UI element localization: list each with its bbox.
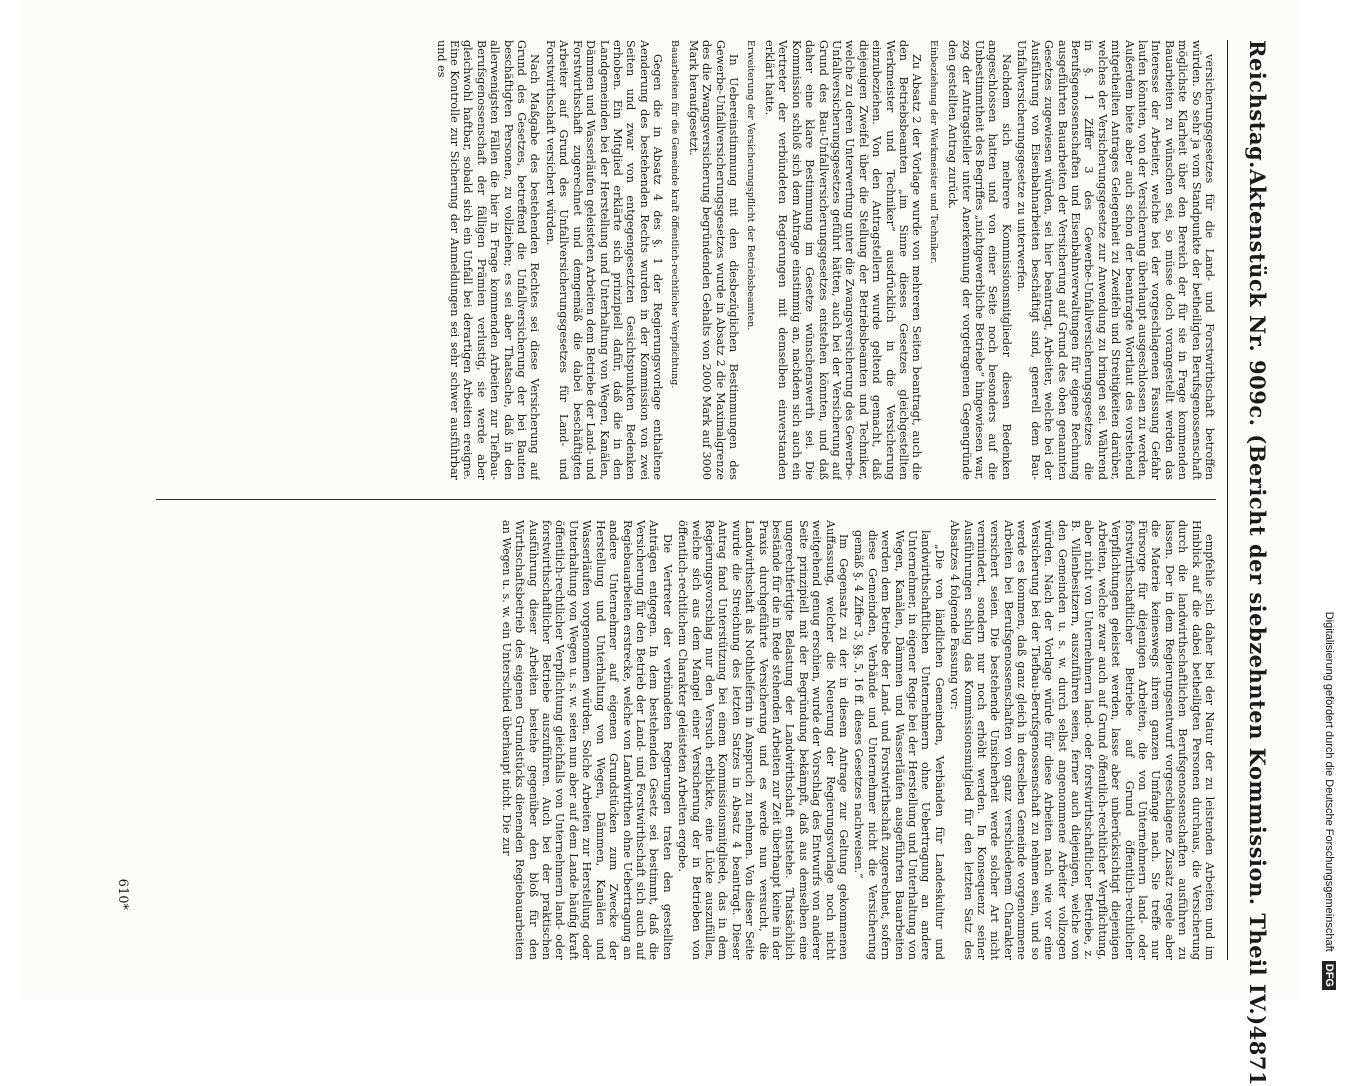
column-divider (156, 499, 1216, 500)
header-left: Reichstag. (1245, 40, 1270, 169)
paragraph: In Uebereinstimmung mit den diesbezüglichen Bestimmungen des Gewerbe-Unfallversicherungsgesetzes wurde in Absatz 2 die Maximalgrenze des die Zwangsversicherung begründenden Gehalts von 2000 Mark auf 3000 Mark heraufgesetzt. (686, 40, 741, 480)
marginal-heading: Erweiterung der Versicherungspflicht der Betriebsbeamten. (744, 40, 756, 331)
digitization-sidebar (1318, 10, 1340, 990)
paragraph: Nach Maßgabe des bestehenden Rechtes sei diese Versicherung auf Grund des Gesetzes, betreffend die Unfallversicherung der bei Bauten beschäftigten Personen, zu vollziehen; es sei aber Thatsache, daß in den allerwenigsten Fällen die hier in Frage kommenden Arbeiten zur Tiefbau-Berufsgenossenschaft der fälligen Prämien verlustig, sie werde aber gleichwohl haftbar, sobald sich ein Unfall bei derartigen Arbeiten ereigne. Eine Kontrolle zur Sicherung der Anmeldungen sei sehr schwer ausführbar und es (434, 40, 542, 480)
paragraph: Nachdem sich mehrere Kommissionsmitglieder diesen Bedenken angeschlossen hatten und von einer Seite noch besonders auf die Unbestimmtheit des Begriffes „nichtgewerbliche Betriebe“ hingewiesen war, zog der Antragsteller unter Anerkennung der vorgetragenen Gegengründe den gestellten Antrag zurück. (946, 40, 1013, 480)
quoted-proposal: „Die von ländlichen Gemeinden, Verbänden für Landeskultur und landwirthschaftlichen Unternehmern ohne Uebertragung an andere Unternehmer, in eigener Regie bei der Herstellung und Unterhaltung von Wegen, Kanälen, Dämmen und Wasserläufen ausgeführten Bauarbeiten werden dem Betriebe der Land- und Forstwirthschaft zugerechnet, sofern diese Gemeinden, Verbände und Unternehmer nicht die Versicherung gemäß §. 4 Ziffer 3, §§. 5, 16 ff. dieses Gesetzes nachweisen.“ (852, 530, 946, 960)
paragraph: Im Gegensatz zu der in diesem Antrage zur Geltung gekommenen Auffassung, welcher die Neuerung der Regierungsvorlage noch nicht weitgehend genug erschien, wurde der Vorschlag des Entwurfs von anderer Seite prinzipiell mit der Begründung bekämpft, daß aus demselben eine ungerechtfertigte Belastung der Landwirthschaft entstehe. Thatsächlich bestände für die in Rede stehenden Arbeiten zur Zeit überhaupt keine in der Praxis durchgeführte Versicherung und es werde nun versucht, die Landwirthschaft als Nothhelferin in Anspruch zu nehmen. Von dieser Seite wurde die Streichung des letzten Satzes in Absatz 4 beantragt. Dieser Antrag fand Unterstützung bei einem Kommissionsmitgliede, das in dem Regierungsvorschlag nur den Versuch erblickte, eine Lücke auszufüllen, welche sich aus dem Mangel einer Versicherung der in Betrieben von öffentlich-rechtlichem Charakter geleisteten Arbeiten ergebe. (676, 520, 851, 960)
sheet-number: 610* (115, 878, 130, 910)
header-rule (1227, 40, 1228, 960)
digitization-note (1318, 10, 1340, 990)
page-header (1230, 40, 1270, 1086)
page-number: 4871 (1245, 1025, 1270, 1086)
header-title: Aktenstück Nr. 909c. (Bericht der siebzehnten Kommission. Theil IV.) (1245, 168, 1270, 1026)
dfg-logo: DFG (1322, 961, 1336, 990)
left-column (136, 40, 1216, 480)
marginal-heading: Bauarbeiten für die Gemeinde kraft öffentlich-rechtlicher Verpflichtung. (668, 40, 680, 389)
scanned-page (20, 0, 1300, 1086)
paragraph: Zu Absatz 2 der Vorlage wurde von mehreren Seiten beantragt, auch die den Betriebsbeamten „im Sinne dieses Gesetzes gleichgestellten Werkmeister und Techniker“ ausdrücklich in die Versicherung einzubeziehen. Von den Antragstellern wurde geltend gemacht, daß diejenigen Zweifel über die Stellung der Betriebsbeamten und Techniker, welche zu deren Unterwerfung unter die Zwangsversicherung des Gewerbe-Unfallversicherungsgesetzes geführt hätten, auch bei der Versicherung auf Grund des Bau-Unfallversicherungsgesetzes entstehen könnten, und daß daher eine klare Bestimmung im Gesetze wünschenswerth sei. Die Kommission schloß sich dem Antrage einstimmig an, nachdem sich auch ein Vertreter der verbündeten Regierungen mit demselben einverstanden erklärt hatte. (763, 40, 924, 480)
digitization-text: Digitalisierung gefördert durch die Deutsche Forschungsgemeinschaft (1323, 611, 1335, 952)
paragraph: versicherungsgesetzes für die Land- und Forstwirthschaft betroffen würden. So sehr ja vom Standpunkte der betheiligten Berufsgenossenschaft möglichste Klarheit über den Bereich der für sie in Frage kommenden Bauarbeiten zu wünschen sei, so müsse doch vorangestellt werden das Interesse der Arbeiter, welche bei der vorgeschlagenen Fassung Gefahr laufen könnten, von der Versicherung überhaupt ausgeschlossen zu werden. Außerdem biete aber auch schon der beantragte Wortlaut des vorstehend mitgetheilten Antrages Gelegenheit zu Zweifeln und Streitigkeiten darüber, welches der Versicherungsgesetze zur Anwendung zu bringen sei. Während in §. 1 Ziffer 3 des Gewerbe-Unfallversicherungsgesetzes die Berufsgenossenschaften und Eisenbahnverwaltungen für eigene Rechnung ausgeführten Bauarbeiten der Versicherung auf Grund des oben genannten Gesetzes zugewiesen würden, sei hier beantragt, Arbeiter, welche bei der Ausführung von Eisenbahnarbeiten beschäftigt sind, generell dem Bau-Unfallversicherungsgesetze zu unterwerfen. (1015, 40, 1216, 480)
paragraph: Die Vertreter der verbündeten Regierungen traten den gestellten Anträgen entgegen. In dem bestehenden Gesetz sei bestimmt, daß die Versicherung für den Betrieb der Land- und Forstwirthschaft sich auch auf Regiebauarbeiten erstrecke, welche von Landwirthen ohne Uebertragung an andere Unternehmer auf eigenen Grundstücken zum Zwecke der Herstellung und Unterhaltung von Wegen, Dämmen, Kanälen und Wasserläufen vorgenommen würden. Solche Arbeiten zur Herstellung oder Unterhaltung von Wegen u. s. w. seien nun aber auf dem Lande häufig kraft öffentlich-rechtlicher Verpflichtung gleichfalls von Unternehmern land- oder forstwirthschaftlicher Betriebe auszuführen. Auch bei der praktischen Ausführung dieser Arbeiten bestehe gegenüber den bloß für den Wirthschaftsbetrieb des eigenen Grundstücks dienenden Regiebauarbeiten an Wegen u. s. w. ein Unterschied überhaupt nicht. Die zur (499, 520, 674, 960)
right-column (136, 520, 1216, 960)
paragraph: Gegen die in Absatz 4 des §. 1 der Regierungsvorlage enthaltene Aenderung des bestehenden Rechts wurden in der Kommission von zwei Seiten und zwar von entgegengesetzten Gesichtspunkten Bedenken erhoben. Ein Mitglied erklärte sich prinzipiell dafür, daß die in den Landgemeinden bei der Herstellung und Unterhaltung von Wegen, Kanälen, Dämmen und Wasserläufen geleisteten Arbeiten dem Betriebe der Land- und Forstwirthschaft zugerechnet und demgemäß die dabei beschäftigten Arbeiter auf Grund des Unfallversicherungsgesetzes für Land- und Forstwirthschaft versichert würden. (543, 40, 665, 480)
marginal-heading: Einbeziehung der Werkmeister und Techniker. (927, 40, 939, 264)
paragraph: empfehle sich daher bei der Natur der zu leistenden Arbeiten und im Hinblick auf die dabei betheiligten Personen durchaus, die Versicherung durch die landwirthschaftlichen Berufsgenossenschaften ausführen zu lassen. Der in dem Regierungsentwurf vorgeschlagene Zusatz regele aber die Materie keineswegs ihrem ganzen Umfange nach. Sie treffe nur Fürsorge für diejenigen Arbeiten, die von Unternehmern land- oder forstwirthschaftlicher Betriebe auf Grund öffentlich-rechtlicher Verpflichtungen geleistet werden, lasse aber unberücksichtigt diejenigen Arbeiten, welche zwar auch auf Grund öffentlich-rechtlicher Verpflichtung, aber nicht von Unternehmern land- oder forstwirthschaftlicher Betriebe, z. B. Villenbesitzern, auszuführen seien, ferner auch diejenigen, welche von den Gemeinden u. s. w. durch selbst angenommene Arbeiter vollzogen würden. Nach der Vorlage würde für diese Arbeiten nach wie vor eine Versicherung bei der Tiefbau-Berufsgenossenschaft zu nehmen sein, und so werde es kommen, daß ganz gleich in derselben Gemeinde vorgenommene Arbeiten bei Berufsgenossenschaften von ganz verschiedenem Charakter versichert seien. Die bestehende Unsicherheit werde solcher Art nicht vermindert, sondern nur noch erhöht werden. In Konsequenz seiner Ausführungen schlug das Kommissionsmitglied für den letzten Satz des Absatzes 4 folgende Fassung vor: (948, 520, 1216, 960)
